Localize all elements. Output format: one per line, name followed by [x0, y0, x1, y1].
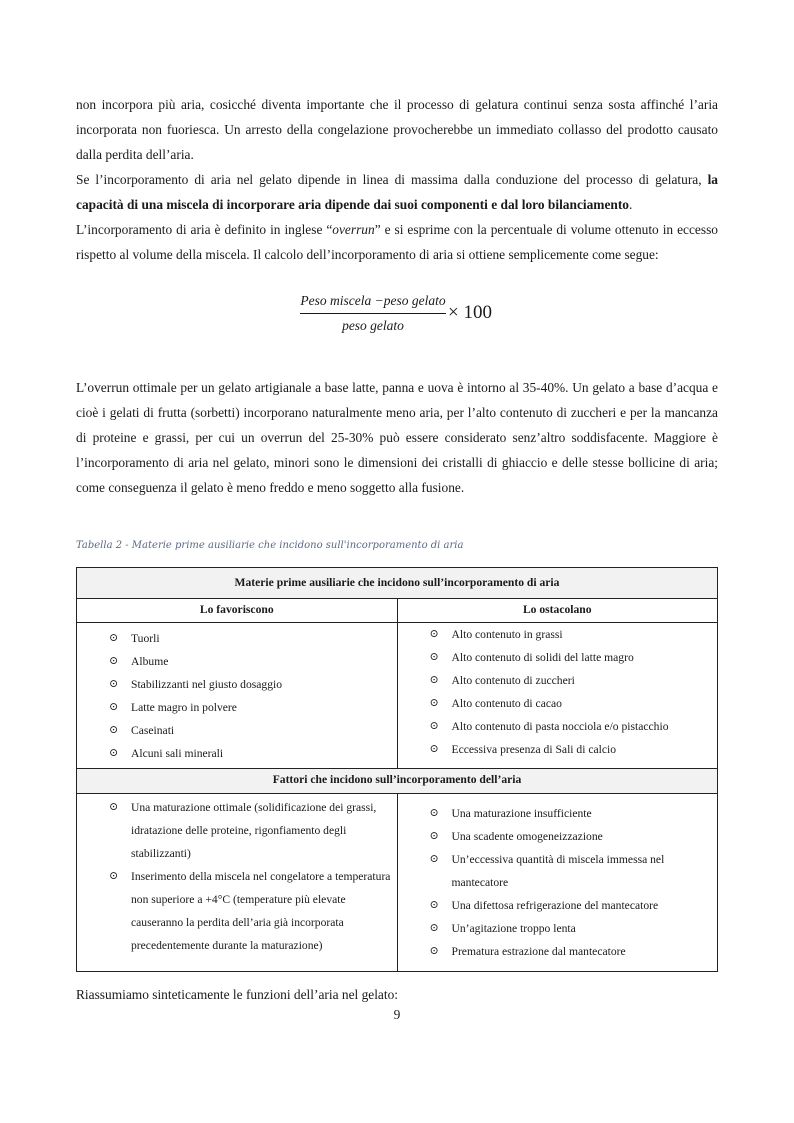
list-item	[77, 719, 397, 742]
clock-icon: ⊙	[429, 922, 439, 934]
list-item	[77, 865, 397, 957]
list-item	[398, 917, 718, 940]
list-item-text: Una scadente omogeneizzazione	[451, 830, 603, 843]
clock-icon: ⊙	[429, 743, 439, 755]
factors-left-cell	[77, 794, 398, 972]
clock-icon: ⊙	[429, 807, 439, 819]
paragraph-1	[76, 92, 718, 267]
overrun-formula	[76, 292, 718, 332]
table-title-1: Materie prime ausiliarie che incidono sull’incorporamento di aria	[77, 568, 718, 599]
list-item-text: Caseinati	[131, 724, 175, 737]
list-item	[398, 825, 718, 848]
overrun-term: overrun	[332, 222, 375, 237]
clock-icon: ⊙	[109, 655, 119, 667]
clock-icon: ⊙	[109, 724, 119, 736]
list-item-text: Alto contenuto di solidi del latte magro	[451, 651, 634, 664]
list-item	[398, 669, 718, 692]
factors-right-list	[398, 802, 718, 963]
column-header-favor: Lo favoriscono	[77, 599, 398, 623]
formula-denominator: peso gelato	[342, 318, 404, 333]
clock-icon: ⊙	[109, 678, 119, 690]
list-item	[398, 623, 718, 646]
page-number: 9	[393, 1007, 401, 1022]
list-item	[77, 696, 397, 719]
document-page	[76, 92, 718, 958]
favor-list	[77, 627, 397, 765]
list-item-text: Alto contenuto di cacao	[451, 697, 562, 710]
list-item-text: Inserimento della miscela nel congelatore a temperatura non superiore a +4°C (temperature più elevate causeranno la perdita dell’aria già incorporata precedentemente durante la maturazione)	[131, 870, 391, 952]
clock-icon: ⊙	[429, 899, 439, 911]
fraction-bar	[300, 313, 446, 314]
hinder-list	[398, 623, 718, 761]
list-item-text: Albume	[131, 655, 169, 668]
list-item-text: Stabilizzanti nel giusto dosaggio	[131, 678, 283, 691]
clock-icon: ⊙	[429, 674, 439, 686]
hinder-cell	[397, 623, 718, 769]
list-item	[77, 627, 397, 650]
clock-icon: ⊙	[109, 632, 119, 644]
list-item	[398, 692, 718, 715]
list-item	[77, 673, 397, 696]
factors-right-cell	[397, 794, 718, 972]
paragraph-3-b: ” e si esprime con la percentuale di volume ottenuto in eccesso rispetto al volume della miscela. Il calcolo dell’incorporamento di aria si ottiene semplicemente come segue:	[76, 222, 718, 262]
list-item-text: Tuorli	[131, 632, 160, 645]
list-item	[77, 742, 397, 765]
list-item-text: Un’eccessiva quantità di miscela immessa nel mantecatore	[451, 853, 665, 889]
list-item	[77, 650, 397, 673]
list-item-text: Alcuni sali minerali	[131, 747, 224, 760]
list-item-text: Una maturazione ottimale (solidificazione dei grassi, idratazione delle proteine, rigonfiamento degli stabilizzanti)	[131, 801, 377, 860]
list-item-text: Una difettosa refrigerazione del mantecatore	[451, 899, 659, 912]
list-item-text: Latte magro in polvere	[131, 701, 237, 714]
closing-sentence: Riassumiamo sinteticamente le funzioni dell’aria nel gelato:	[76, 987, 399, 1002]
list-item-text: Un’agitazione troppo lenta	[451, 922, 576, 935]
clock-icon: ⊙	[429, 830, 439, 842]
list-item	[398, 738, 718, 761]
auxiliary-materials-table	[76, 567, 718, 972]
list-item-text: Alto contenuto di pasta nocciola e/o pistacchio	[451, 720, 669, 733]
formula-multiplier: × 100	[448, 302, 492, 323]
list-item	[398, 802, 718, 825]
paragraph-1-text: non incorpora più aria, cosicché diventa importante che il processo di gelatura continui senza sosta affinché l’aria incorporata non fuoriesca. Un arresto della congelazione provocherebbe un immediato collasso del prodotto causato dalla perdita dell’aria.	[76, 97, 718, 162]
list-item-text: Prematura estrazione dal mantecatore	[451, 945, 626, 958]
paragraph-3-a: L’incorporamento di aria è definito in inglese “	[76, 222, 333, 237]
list-item-text: Alto contenuto in grassi	[451, 628, 563, 641]
list-item	[398, 940, 718, 963]
clock-icon: ⊙	[429, 651, 439, 663]
factors-left-list	[77, 796, 397, 957]
list-item	[398, 646, 718, 669]
clock-icon: ⊙	[109, 747, 119, 759]
list-item-text: Alto contenuto di zuccheri	[451, 674, 575, 687]
paragraph-2-end: .	[629, 197, 633, 212]
clock-icon: ⊙	[429, 720, 439, 732]
list-item	[398, 894, 718, 917]
formula-numerator: Peso miscela −peso gelato	[300, 293, 446, 308]
clock-icon: ⊙	[429, 697, 439, 709]
list-item-text: Eccessiva presenza di Sali di calcio	[451, 743, 616, 756]
clock-icon: ⊙	[429, 853, 439, 865]
table-caption: Tabella 2 - Materie prime ausiliarie che incidono sull'incorporamento di aria	[76, 540, 464, 551]
clock-icon: ⊙	[109, 870, 119, 882]
column-header-hinder: Lo ostacolano	[397, 599, 718, 623]
paragraph-2-bold: la capacità di una miscela di incorporare aria dipende dai suoi componenti e dal loro bilanciamento	[76, 172, 718, 212]
paragraph-4: L’overrun ottimale per un gelato artigianale a base latte, panna e uova è intorno al 35-40%. Un gelato a base d’acqua e cioè i gelati di frutta (sorbetti) incorporano naturalmente meno aria, per l’alto contenuto di zuccheri e per la mancanza di proteine e grassi, per cui un overrun del 25-30% può essere considerato senz’altro soddisfacente. Maggiore è l’incorporamento di aria nel gelato, minori sono le dimensioni dei cristalli di ghiaccio e delle stesse bollicine di aria; come conseguenza il gelato è meno freddo e meno soggetto alla fusione.	[76, 380, 718, 495]
list-item	[77, 796, 397, 865]
clock-icon: ⊙	[109, 801, 119, 813]
paragraph-2-start: Se l’incorporamento di aria nel gelato dipende in linea di massima dalla conduzione del processo di gelatura,	[76, 172, 702, 187]
clock-icon: ⊙	[429, 628, 439, 640]
table-title-2: Fattori che incidono sull’incorporamento dell’aria	[77, 769, 718, 794]
favor-cell	[77, 623, 398, 769]
formula-fraction	[300, 292, 446, 335]
list-item	[398, 848, 718, 894]
list-item-text: Una maturazione insufficiente	[451, 807, 592, 820]
clock-icon: ⊙	[429, 945, 439, 957]
clock-icon: ⊙	[109, 701, 119, 713]
list-item	[398, 715, 718, 738]
